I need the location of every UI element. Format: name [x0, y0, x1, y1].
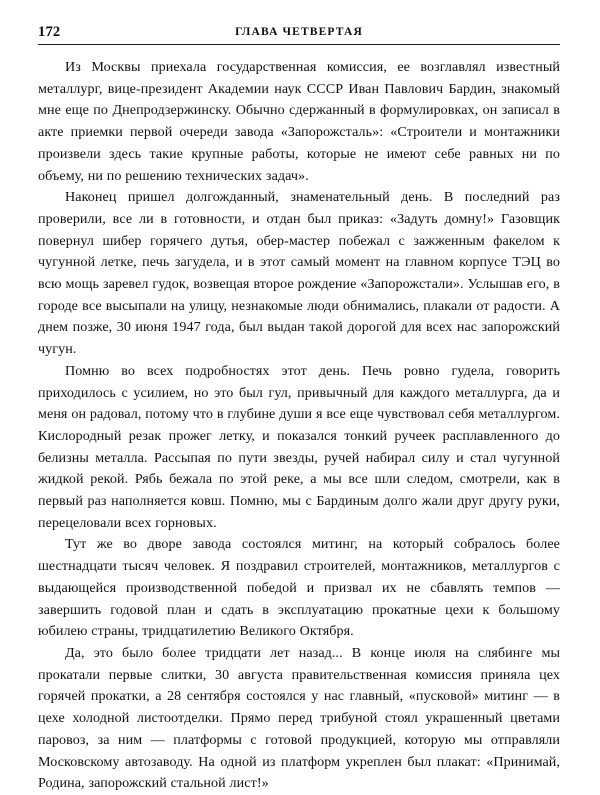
body-text-block [38, 57, 560, 795]
paragraph: Тут же во дворе завода состоялся митинг, на который собралось более шестнадцати тысяч человек. Я поздравил строителей, монтажников, металлургов с выдающейся производственной победой и призвал их не сбавлять темпов — завершить годовой план и сдать в эксплуатацию прокатные цехи к большому юбилею страны, тридцатилетию Великого Октября. [38, 536, 560, 640]
paragraph: Наконец пришел долгожданный, знаменательный день. В последний раз проверили, все ли в готовности, и отдан был приказ: «Задуть домну!» Газовщик повернул шибер горячего дутья, обер-мастер побежал с зажженным факелом к чугунной летке, печь загудела, и в этот самый момент на главном корпусе ТЭЦ во всю мощь заревел гудок, возвещая второе рождение «Запорожстали». Услышав его, в городе все высыпали на улицу, незнакомые люди обнимались, плакали от радости. А днем позже, 30 июня 1947 года, был выдан такой дорогой для всех нас запорожский чугун. [38, 189, 560, 358]
running-head [38, 24, 560, 42]
paragraph: Из Москвы приехала государственная комиссия, ее возглавлял известный металлург, вице-президент Академии наук СССР Иван Павлович Бардин, знакомый мне еще по Днепродзержинску. Обычно сдержанный в формулировках, он записал в акте приемки первой очереди завода «Запорожсталь»: «Строители и монтажники произвели здесь такие крупные работы, которые не имеют себе равных ни по объему, ни по решению технических задач». [38, 59, 560, 184]
header-rule-divider [38, 44, 560, 45]
chapter-title: ГЛАВА ЧЕТВЕРТАЯ [235, 26, 363, 38]
paragraph: Помню во всех подробностях этот день. Печь ровно гудела, говорить приходилось с усилием, но это был гул, привычный для каждого металлурга, да и меня он радовал, потому что в глубине души я все еще чувствовал себя металлургом. Кислородный резак прожег летку, и показался тонкий ручеек расплавленного до белизны металла. Рассыпая по пути звезды, ручей набирал силу и стал чугунной жидкой рекой. Рябь бежала по этой реке, а мы все шли следом, смотрели, как в первый раз наполняется ковш. Помню, мы с Бардиным долго жали друг другу руки, перецеловали всех горновых. [38, 362, 560, 531]
page-number: 172 [38, 24, 61, 40]
paragraph: Да, это было более тридцати лет назад... В конце июля на слябинге мы прокатали первые слитки, 30 августа правительственная комиссия приняла цех горячей прокатки, а 28 сентября состоялся у нас главный, «пусковой» митинг — в цехе холодной листоотделки. Прямо перед трибуной стоял украшенный цветами паровоз, за ним — платформы с готовой продукцией, которую мы отправляли Московскому автозаводу. На одной из платформ укреплен был плакат: «Принимай, Родина, запорожский стальной лист!» [38, 644, 560, 792]
